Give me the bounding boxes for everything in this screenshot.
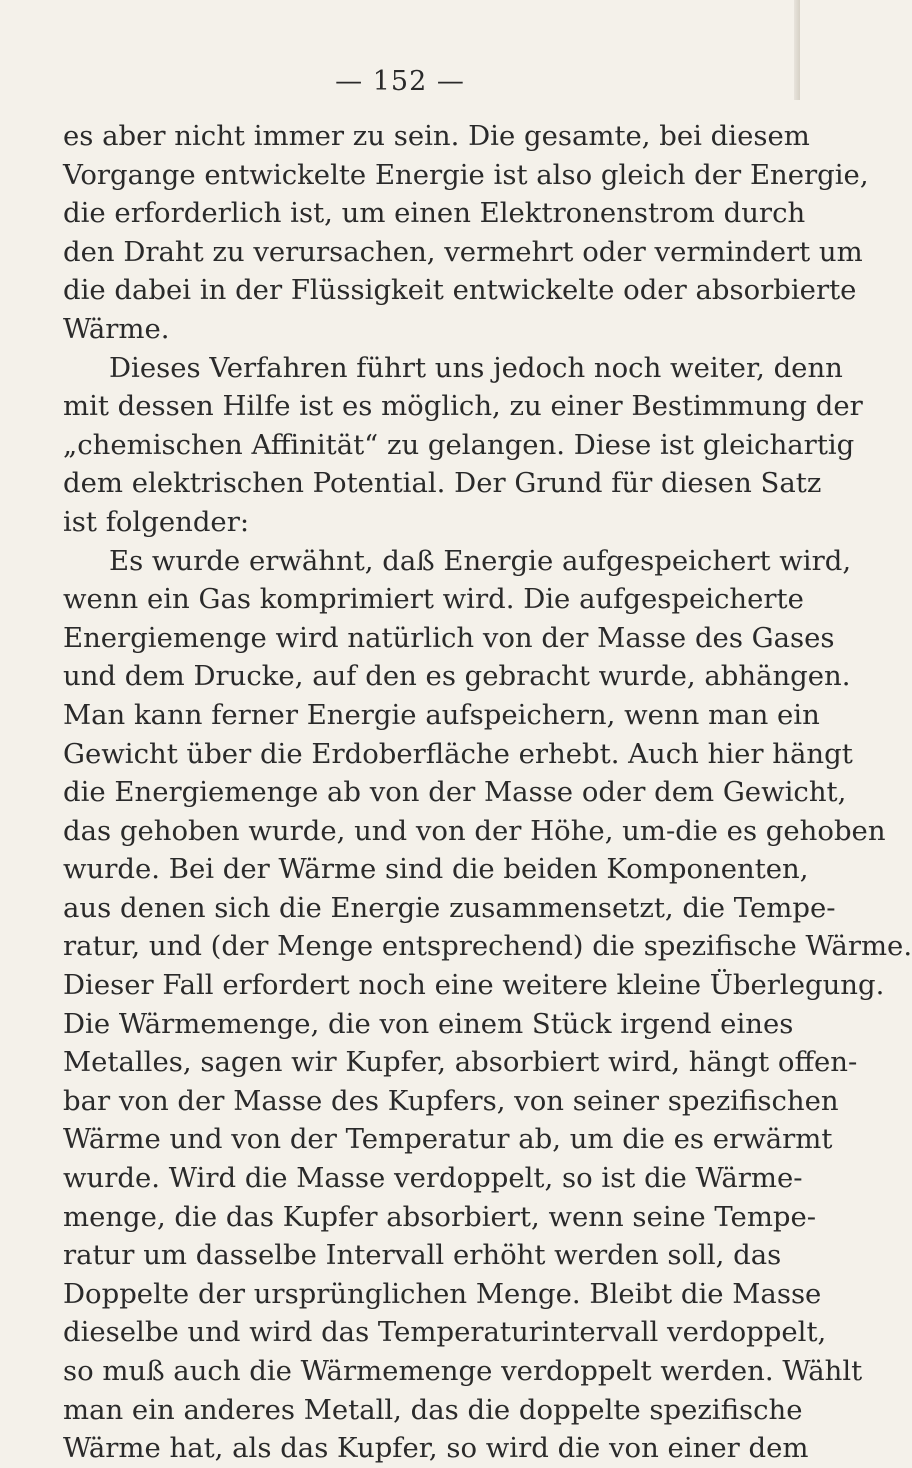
body-text (63, 117, 912, 1468)
text-line: die dabei in der Flüssigkeit entwickelte oder absorbierte (63, 274, 857, 307)
text-line: dem elektrischen Potential. Der Grund für diesen Satz (63, 467, 822, 500)
text-line: Metalles, sagen wir Kupfer, absorbiert wird, hängt offen- (63, 1046, 858, 1079)
text-line: Man kann ferner Energie aufspeichern, wenn man ein (63, 698, 820, 731)
text-line: Energiemenge wird natürlich von der Masse des Gases (63, 621, 835, 654)
text-line: wurde. Bei der Wärme sind die beiden Komponenten, (63, 853, 809, 886)
text-line: menge, die das Kupfer absorbiert, wenn seine Tempe- (63, 1200, 817, 1233)
paragraph-start-line: Es wurde erwähnt, daß Energie aufgespeichert wird, (109, 544, 852, 577)
text-line: aus denen sich die Energie zusammensetzt, die Tempe- (63, 891, 836, 924)
text-line: mit dessen Hilfe ist es möglich, zu einer Bestimmung der (63, 390, 863, 423)
text-line: so muß auch die Wärmemenge verdoppelt werden. Wählt (63, 1355, 863, 1387)
text-line: Doppelte der ursprünglichen Menge. Bleibt die Masse (63, 1277, 822, 1310)
text-line: das gehoben wurde, und von der Höhe, um-die es gehoben (63, 814, 886, 847)
text-line: man ein anderes Metall, das die doppelte spezifische (63, 1393, 803, 1426)
text-line: Wärme. (63, 312, 170, 345)
text-line: bar von der Masse des Kupfers, von seiner spezifischen (63, 1084, 839, 1117)
text-line: wenn ein Gas komprimiert wird. Die aufgespeicherte (63, 583, 804, 616)
text-line: wurde. Wird die Masse verdoppelt, so ist die Wärme- (63, 1162, 803, 1195)
text-line: „chemischen Affinität“ zu gelangen. Diese ist gleichartig (63, 428, 855, 461)
text-line: Wärme und von der Temperatur ab, um die es erwärmt (63, 1123, 833, 1156)
paragraph-start-line: Dieses Verfahren führt uns jedoch noch weiter, denn (109, 351, 843, 384)
text-line: dieselbe und wird das Temperaturintervall verdoppelt, (63, 1316, 827, 1349)
text-line: es aber nicht immer zu sein. Die gesamte, bei diesem (63, 120, 810, 152)
text-line: Wärme hat, als das Kupfer, so wird die von einer dem (63, 1432, 809, 1465)
text-line: die Energiemenge ab von der Masse oder dem Gewicht, (63, 776, 847, 809)
text-line: die erforderlich ist, um einen Elektronenstrom durch (63, 197, 806, 230)
text-line: Die Wärmemenge, die von einem Stück irgend eines (63, 1007, 794, 1040)
text-line: Vorgange entwickelte Energie ist also gleich der Energie, (63, 158, 869, 191)
text-line: und dem Drucke, auf den es gebracht wurde, abhängen. (63, 660, 851, 693)
text-line: Gewicht über die Erdoberfläche erhebt. Auch hier hängt (63, 737, 853, 770)
text-line: ratur, und (der Menge entsprechend) die spezifische Wärme. (63, 930, 912, 963)
page-number: — 152 — (335, 66, 465, 97)
text-line: ratur um dasselbe Intervall erhöht werden soll, das (63, 1239, 782, 1272)
text-line: ist folgender: (63, 505, 250, 538)
text-line: Dieser Fall erfordert noch eine weitere kleine Überlegung. (63, 969, 885, 1002)
text-line: den Draht zu verursachen, vermehrt oder vermindert um (63, 235, 863, 268)
